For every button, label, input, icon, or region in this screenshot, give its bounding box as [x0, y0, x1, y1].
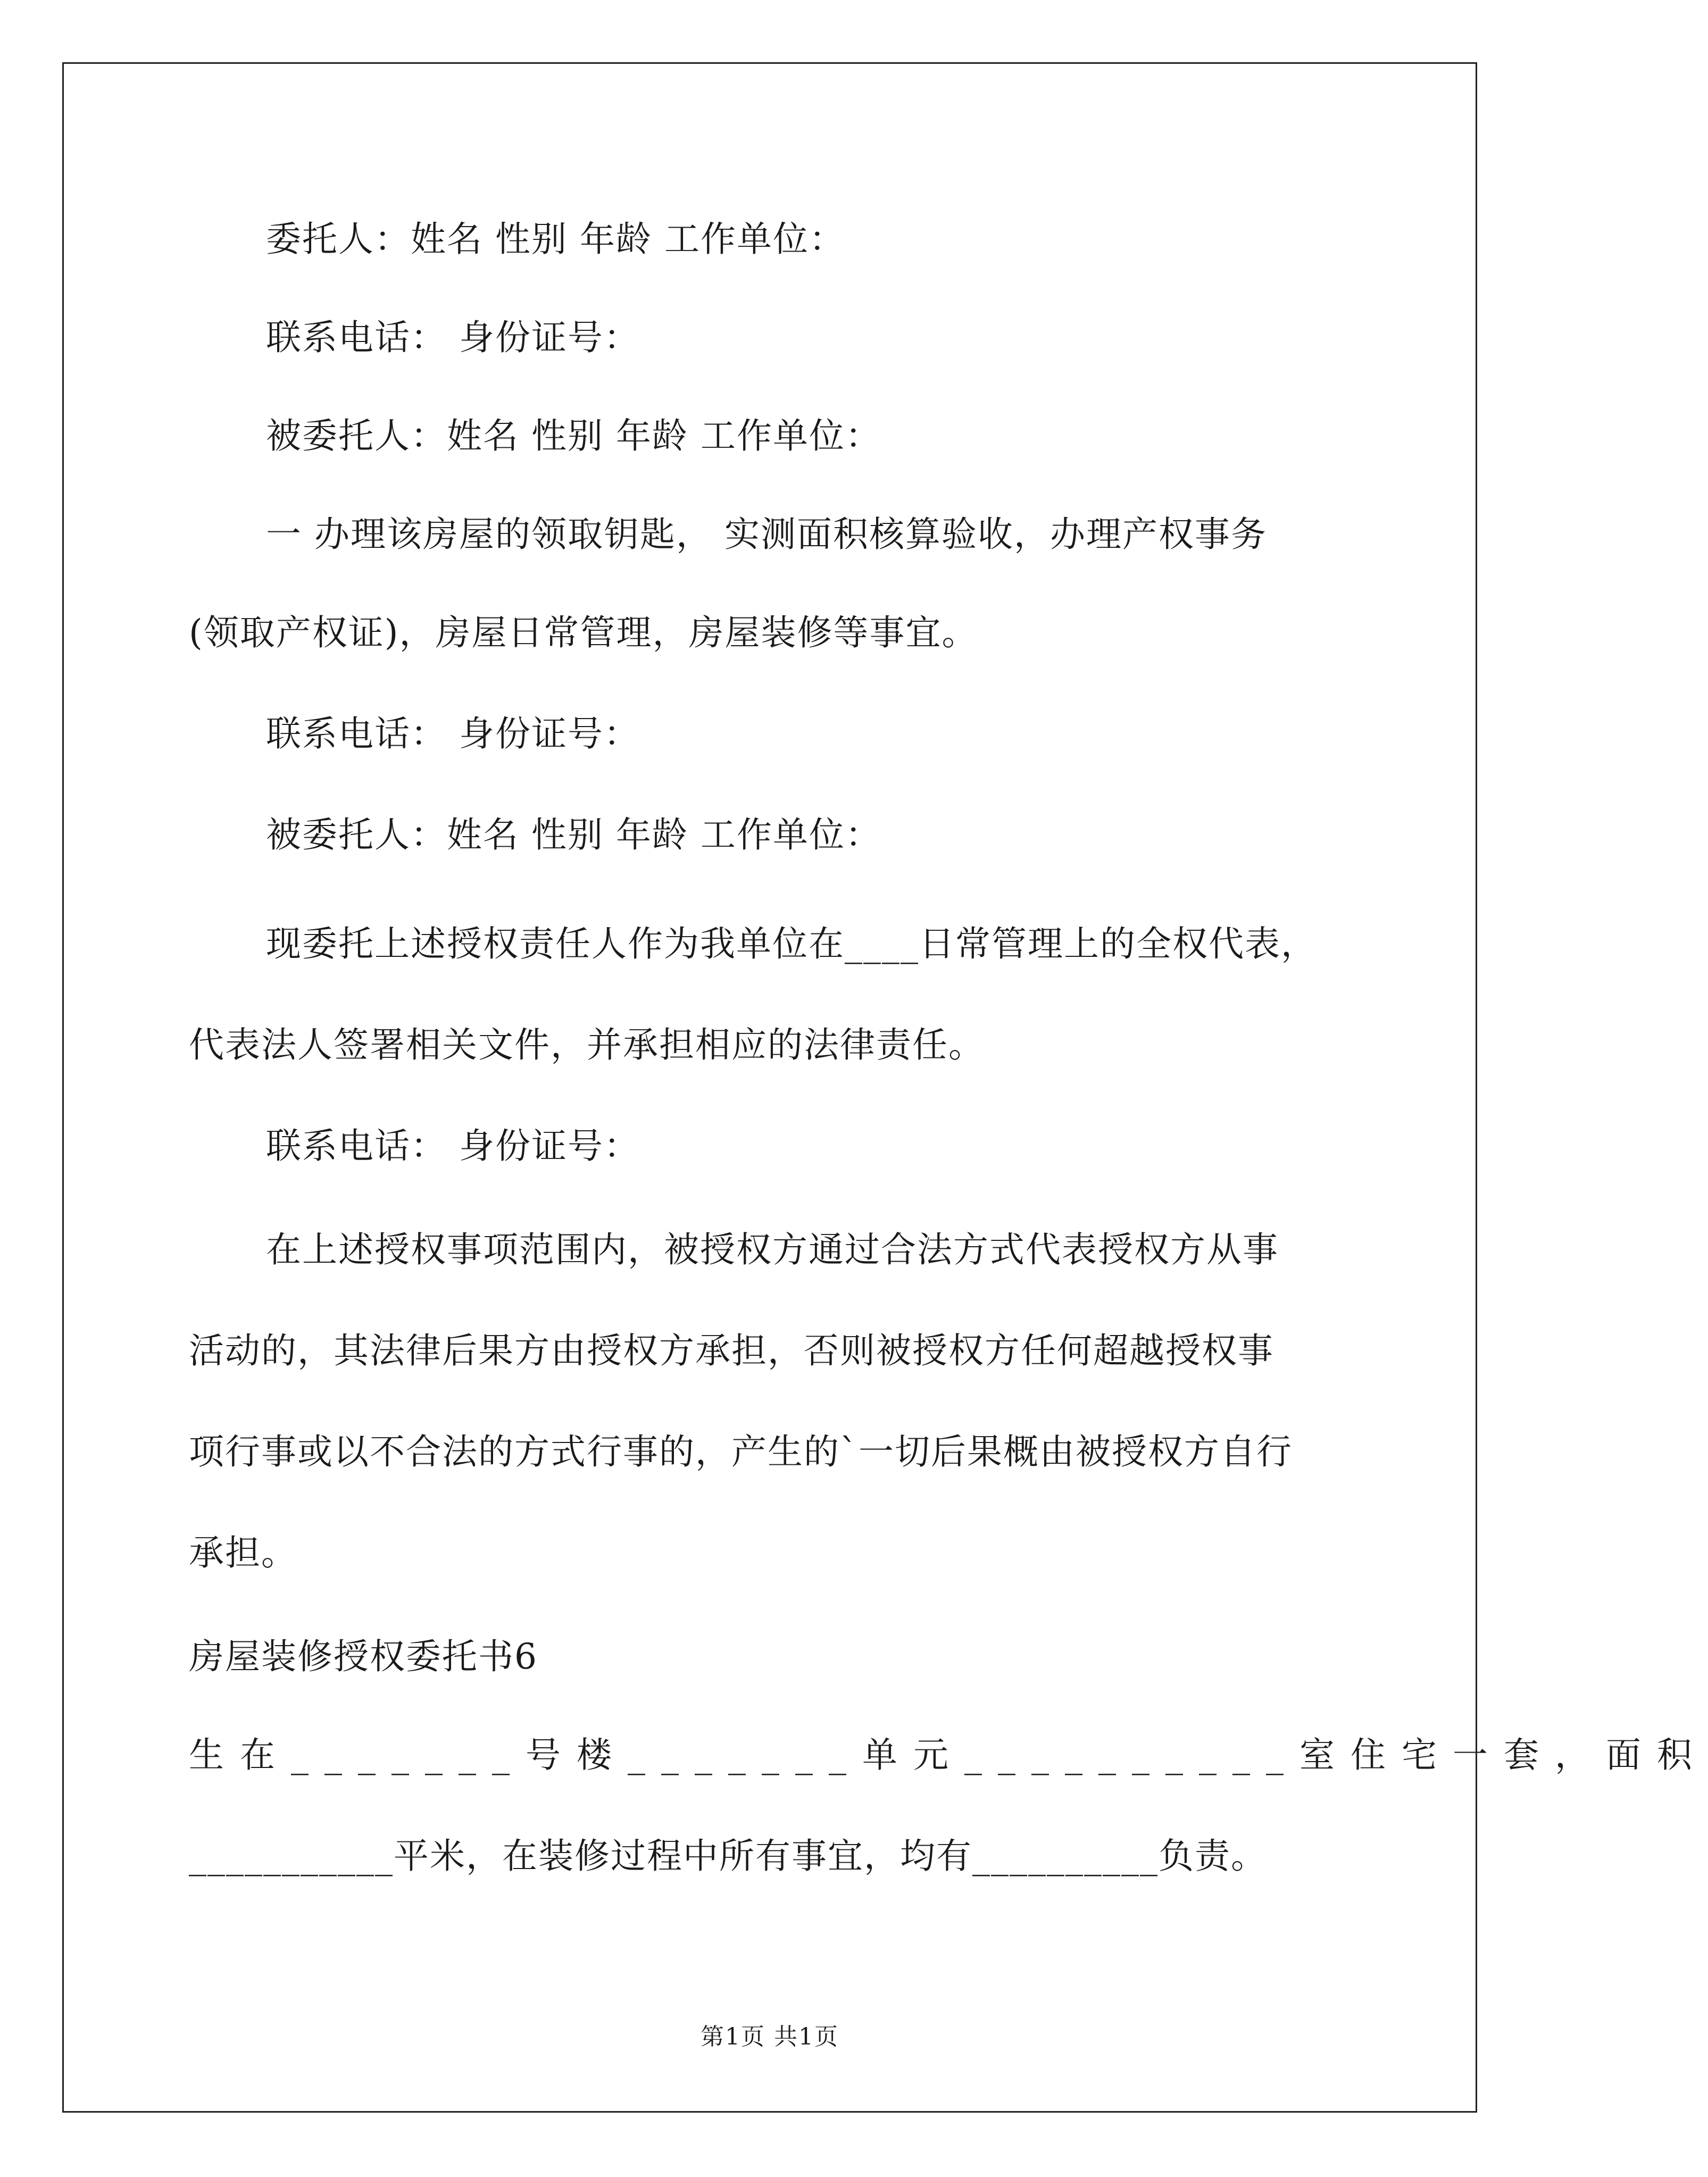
paragraph-line: 在上述授权事项范围内，被授权方通过合法方式代表授权方从事 — [266, 1229, 1279, 1270]
paragraph-line: 委托人：姓名 性别 年龄 工作单位： — [266, 219, 845, 260]
paragraph-line: 现委托上述授权责任人作为我单位在____日常管理上的全权代表， — [266, 923, 1317, 964]
paragraph-line: 被委托人：姓名 性别 年龄 工作单位： — [266, 814, 881, 855]
paragraph-line: (领取产权证)，房屋日常管理，房屋装修等事宜。 — [189, 612, 978, 653]
paragraph-line: 被委托人：姓名 性别 年龄 工作单位： — [266, 415, 881, 456]
page-border — [62, 62, 1477, 2113]
paragraph-line: 联系电话： 身份证号： — [266, 1125, 640, 1166]
paragraph-line: 代表法人签署相关文件，并承担相应的法律责任。 — [189, 1024, 985, 1065]
page-footer: 第1页 共1页 — [701, 2023, 839, 2050]
paragraph-line: 项行事或以不合法的方式行事的，产生的`一切后果概由被授权方自行 — [189, 1431, 1293, 1472]
paragraph-line: 承担。 — [189, 1532, 297, 1573]
paragraph-line: 生在_______号楼_______单元__________室住宅一套，面积 — [189, 1734, 1708, 1775]
paragraph-line: 一 办理该房屋的领取钥匙， 实测面积核算验收，办理产权事务 — [266, 514, 1267, 555]
section-title: 房屋装修授权委托书6 — [189, 1636, 538, 1677]
paragraph-line: 活动的，其法律后果方由授权方承担，否则被授权方任何超越授权事 — [189, 1330, 1274, 1371]
paragraph-line: 联系电话： 身份证号： — [266, 713, 640, 754]
paragraph-line: 联系电话： 身份证号： — [266, 317, 640, 358]
paragraph-line: ___________平米，在装修过程中所有事宜，均有__________负责。 — [189, 1836, 1267, 1876]
